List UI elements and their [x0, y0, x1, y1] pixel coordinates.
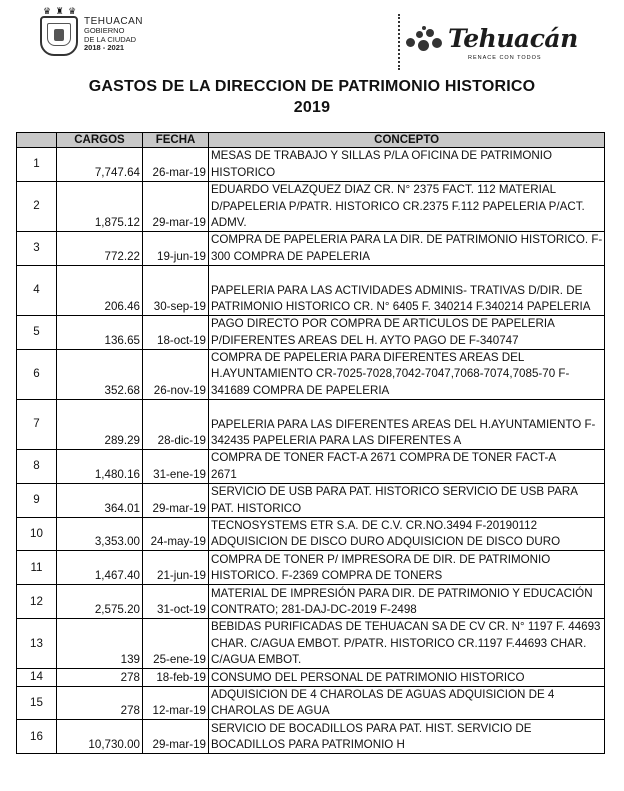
fecha-cell	[143, 349, 209, 366]
fecha-cell: 18-oct-19	[143, 332, 209, 349]
fecha-cell	[143, 231, 209, 248]
table-row	[17, 349, 605, 366]
table-row	[17, 703, 605, 720]
cargo-cell: 7,747.64	[57, 164, 143, 181]
fecha-cell: 25-ene-19	[143, 652, 209, 669]
table-row	[17, 231, 605, 248]
cargo-cell	[57, 181, 143, 198]
table-row	[17, 282, 605, 298]
table-row	[17, 315, 605, 332]
concepto-cell: CHAROLAS DE AGUA	[209, 703, 605, 720]
table-row	[17, 433, 605, 450]
cargo-cell	[57, 366, 143, 382]
cargo-cell: 139	[57, 652, 143, 669]
cargo-cell	[57, 483, 143, 500]
header-cargos: CARGOS	[57, 133, 143, 148]
fecha-cell	[143, 265, 209, 282]
record-number: 3	[17, 231, 57, 265]
table-row	[17, 332, 605, 349]
header-fecha: FECHA	[143, 133, 209, 148]
fecha-cell	[143, 686, 209, 703]
brand-dots-icon	[404, 26, 444, 54]
concepto-cell: SERVICIO DE BOCADILLOS PARA PAT. HIST. SERVICIO DE	[209, 720, 605, 737]
record-number: 10	[17, 517, 57, 551]
table-row	[17, 534, 605, 551]
record-number: 2	[17, 181, 57, 231]
concepto-cell: ADMV.	[209, 215, 605, 232]
fecha-cell	[143, 450, 209, 467]
record-number: 1	[17, 148, 57, 182]
concepto-cell: COMPRA DE PAPELERIA PARA DIFERENTES AREAS DEL	[209, 349, 605, 366]
cargo-cell	[57, 720, 143, 737]
table-row	[17, 686, 605, 703]
record-number: 6	[17, 349, 57, 399]
cargo-cell: 278	[57, 703, 143, 720]
cargo-cell: 10,730.00	[57, 737, 143, 754]
concepto-cell: BOCADILLOS PARA PATRIMONIO H	[209, 737, 605, 754]
fecha-cell: 30-sep-19	[143, 299, 209, 316]
concepto-cell: TECNOSYSTEMS ETR S.A. DE C.V. CR.NO.3494 F-20190112	[209, 517, 605, 534]
record-number: 15	[17, 686, 57, 720]
record-number: 8	[17, 450, 57, 484]
cargo-cell	[57, 198, 143, 214]
fecha-cell: 31-ene-19	[143, 466, 209, 483]
table-row	[17, 148, 605, 165]
fecha-cell	[143, 517, 209, 534]
cargo-cell: 364.01	[57, 500, 143, 517]
table-row	[17, 602, 605, 619]
record-number: 4	[17, 265, 57, 315]
cargo-cell	[57, 686, 143, 703]
table-row	[17, 635, 605, 651]
table-row	[17, 248, 605, 265]
table-body	[17, 148, 605, 754]
fecha-cell: 12-mar-19	[143, 703, 209, 720]
record-number: 11	[17, 551, 57, 585]
record-number: 9	[17, 483, 57, 517]
header-concepto: CONCEPTO	[209, 133, 605, 148]
fecha-cell: 29-mar-19	[143, 500, 209, 517]
fecha-cell: 18-feb-19	[143, 669, 209, 686]
logo-line-2: GOBIERNO	[84, 26, 125, 35]
concepto-cell: CHAR. C/AGUA EMBOT. P/PATR. HISTORICO CR.1197 F.44693 CHAR.	[209, 635, 605, 651]
concepto-cell: 2671	[209, 466, 605, 483]
concepto-cell: COMPRA DE PAPELERIA PARA LA DIR. DE PATRIMONIO HISTORICO. F-	[209, 231, 605, 248]
record-number: 5	[17, 315, 57, 349]
cargo-cell	[57, 349, 143, 366]
concepto-cell: BEBIDAS PURIFICADAS DE TEHUACAN SA DE CV CR. N° 1197 F. 44693	[209, 618, 605, 635]
concepto-cell: EDUARDO VELAZQUEZ DIAZ CR. N° 2375 FACT. 112 MATERIAL	[209, 181, 605, 198]
table-row	[17, 669, 605, 686]
fecha-cell: 29-mar-19	[143, 737, 209, 754]
cargo-cell: 289.29	[57, 433, 143, 450]
cargo-cell	[57, 517, 143, 534]
document-title: GASTOS DE LA DIRECCION DE PATRIMONIO HISTORICO	[88, 78, 536, 95]
document-year: 2019	[293, 99, 331, 116]
table-row	[17, 466, 605, 483]
crown-icon: ♛ ♜ ♛	[43, 6, 78, 16]
cargo-cell	[57, 551, 143, 568]
fecha-cell	[143, 416, 209, 432]
fecha-cell	[143, 635, 209, 651]
brand-name: Tehuacán	[448, 24, 578, 53]
concepto-cell: SERVICIO DE USB PARA PAT. HISTORICO SERVICIO DE USB PARA	[209, 483, 605, 500]
concepto-cell: ADQUISICION DE 4 CHAROLAS DE AGUAS ADQUISICION DE 4	[209, 686, 605, 703]
concepto-cell: MESAS DE TRABAJO Y SILLAS P/LA OFICINA DE PATRIMONIO	[209, 148, 605, 165]
table-row	[17, 215, 605, 232]
concepto-cell: PAPELERIA PARA LAS DIFERENTES AREAS DEL H.AYUNTAMIENTO F-	[209, 416, 605, 432]
cargo-cell: 352.68	[57, 382, 143, 399]
table-row	[17, 416, 605, 432]
fecha-cell	[143, 618, 209, 635]
fecha-cell: 26-nov-19	[143, 382, 209, 399]
fecha-cell: 19-jun-19	[143, 248, 209, 265]
cargo-cell	[57, 416, 143, 432]
concepto-cell: 300 COMPRA DE PAPELERIA	[209, 248, 605, 265]
cargo-cell: 1,467.40	[57, 568, 143, 585]
table-row	[17, 399, 605, 416]
cargo-cell	[57, 148, 143, 165]
fecha-cell	[143, 315, 209, 332]
logo-years: 2018 - 2021	[84, 43, 125, 52]
fecha-cell: 29-mar-19	[143, 215, 209, 232]
concepto-cell	[209, 399, 605, 416]
cargo-cell: 772.22	[57, 248, 143, 265]
table-row	[17, 450, 605, 467]
record-number: 14	[17, 669, 57, 686]
table-row	[17, 737, 605, 754]
record-number: 16	[17, 720, 57, 754]
fecha-cell: 31-oct-19	[143, 602, 209, 619]
fecha-cell	[143, 366, 209, 382]
fecha-cell	[143, 198, 209, 214]
table-row	[17, 164, 605, 181]
fecha-cell	[143, 720, 209, 737]
cargo-cell: 1,875.12	[57, 215, 143, 232]
fecha-cell	[143, 399, 209, 416]
fecha-cell	[143, 181, 209, 198]
concepto-cell: CONTRATO; 281-DAJ-DC-2019 F-2498	[209, 602, 605, 619]
record-number: 7	[17, 399, 57, 449]
cargo-cell	[57, 618, 143, 635]
cargo-cell	[57, 450, 143, 467]
fecha-cell: 26-mar-19	[143, 164, 209, 181]
table-row	[17, 618, 605, 635]
table-row	[17, 483, 605, 500]
concepto-cell: H.AYUNTAMIENTO CR-7025-7028,7042-7047,7068-7074,7085-70 F-	[209, 366, 605, 382]
concepto-cell: ADQUISICION DE DISCO DURO ADQUISICION DE DISCO DURO	[209, 534, 605, 551]
table-row	[17, 551, 605, 568]
cargo-cell: 136.65	[57, 332, 143, 349]
concepto-cell: PATRIMONIO HISTORICO CR. N° 6405 F. 340214 F.340214 PAPELERIA	[209, 299, 605, 316]
cargo-cell	[57, 399, 143, 416]
logo-divider	[398, 14, 400, 70]
concepto-cell: HISTORICO. F-2369 COMPRA DE TONERS	[209, 568, 605, 585]
concepto-cell: MATERIAL DE IMPRESIÓN PARA DIR. DE PATRIMONIO Y EDUCACIÓN	[209, 585, 605, 602]
city-government-logo	[40, 6, 160, 62]
record-number: 12	[17, 585, 57, 619]
cargo-cell: 2,575.20	[57, 602, 143, 619]
table-header-row	[17, 133, 605, 148]
concepto-cell: COMPRA DE TONER P/ IMPRESORA DE DIR. DE PATRIMONIO	[209, 551, 605, 568]
concepto-cell: PAPELERIA PARA LAS ACTIVIDADES ADMINIS- TRATIVAS D/DIR. DE	[209, 282, 605, 298]
concepto-cell: P/DIFERENTES AREAS DEL H. AYTO PAGO DE F-340747	[209, 332, 605, 349]
concepto-cell: HISTORICO	[209, 164, 605, 181]
cargo-cell: 3,353.00	[57, 534, 143, 551]
concepto-cell	[209, 265, 605, 282]
table-row	[17, 500, 605, 517]
fecha-cell	[143, 483, 209, 500]
table-row	[17, 366, 605, 382]
brand-tagline: RENACE CON TODOS	[468, 55, 542, 61]
logo-line-3: DE LA CIUDAD	[84, 34, 137, 44]
logo-city-name: TEHUACAN	[84, 16, 144, 27]
record-number: 13	[17, 618, 57, 668]
table-row	[17, 517, 605, 534]
fecha-cell	[143, 148, 209, 165]
fecha-cell	[143, 585, 209, 602]
table-row	[17, 299, 605, 316]
header-number	[17, 133, 57, 148]
concepto-cell: PAT. HISTORICO	[209, 500, 605, 517]
table-row	[17, 265, 605, 282]
table-row	[17, 652, 605, 669]
cargo-cell	[57, 265, 143, 282]
fecha-cell: 28-dic-19	[143, 433, 209, 450]
concepto-cell: COMPRA DE TONER FACT-A 2671 COMPRA DE TONER FACT-A	[209, 450, 605, 467]
table-row	[17, 198, 605, 214]
cargo-cell	[57, 231, 143, 248]
cargo-cell	[57, 585, 143, 602]
cargo-cell	[57, 635, 143, 651]
concepto-cell: CONSUMO DEL PERSONAL DE PATRIMONIO HISTORICO	[209, 669, 605, 686]
concepto-cell: PAGO DIRECTO POR COMPRA DE ARTICULOS DE PAPELERIA	[209, 315, 605, 332]
cargo-cell: 206.46	[57, 299, 143, 316]
cargo-cell	[57, 315, 143, 332]
table-row	[17, 382, 605, 399]
cargo-cell	[57, 282, 143, 298]
table-row	[17, 720, 605, 737]
concepto-cell: 342435 PAPELERIA PARA LAS DIFERENTES A	[209, 433, 605, 450]
concepto-cell: C/AGUA EMBOT.	[209, 652, 605, 669]
government-logo-text	[84, 16, 143, 53]
table-row	[17, 585, 605, 602]
fecha-cell: 21-jun-19	[143, 568, 209, 585]
table-row	[17, 181, 605, 198]
concepto-cell: 341689 COMPRA DE PAPELERIA	[209, 382, 605, 399]
cargo-cell: 1,480.16	[57, 466, 143, 483]
expenses-table	[16, 132, 605, 754]
fecha-cell	[143, 551, 209, 568]
coat-of-arms-icon	[40, 16, 78, 56]
concepto-cell: D/PAPELERIA P/PATR. HISTORICO CR.2375 F.112 PAPELERIA P/ACT.	[209, 198, 605, 214]
fecha-cell	[143, 282, 209, 298]
table-row	[17, 568, 605, 585]
fecha-cell: 24-may-19	[143, 534, 209, 551]
tehuacan-brand-logo	[404, 22, 578, 70]
cargo-cell: 278	[57, 669, 143, 686]
